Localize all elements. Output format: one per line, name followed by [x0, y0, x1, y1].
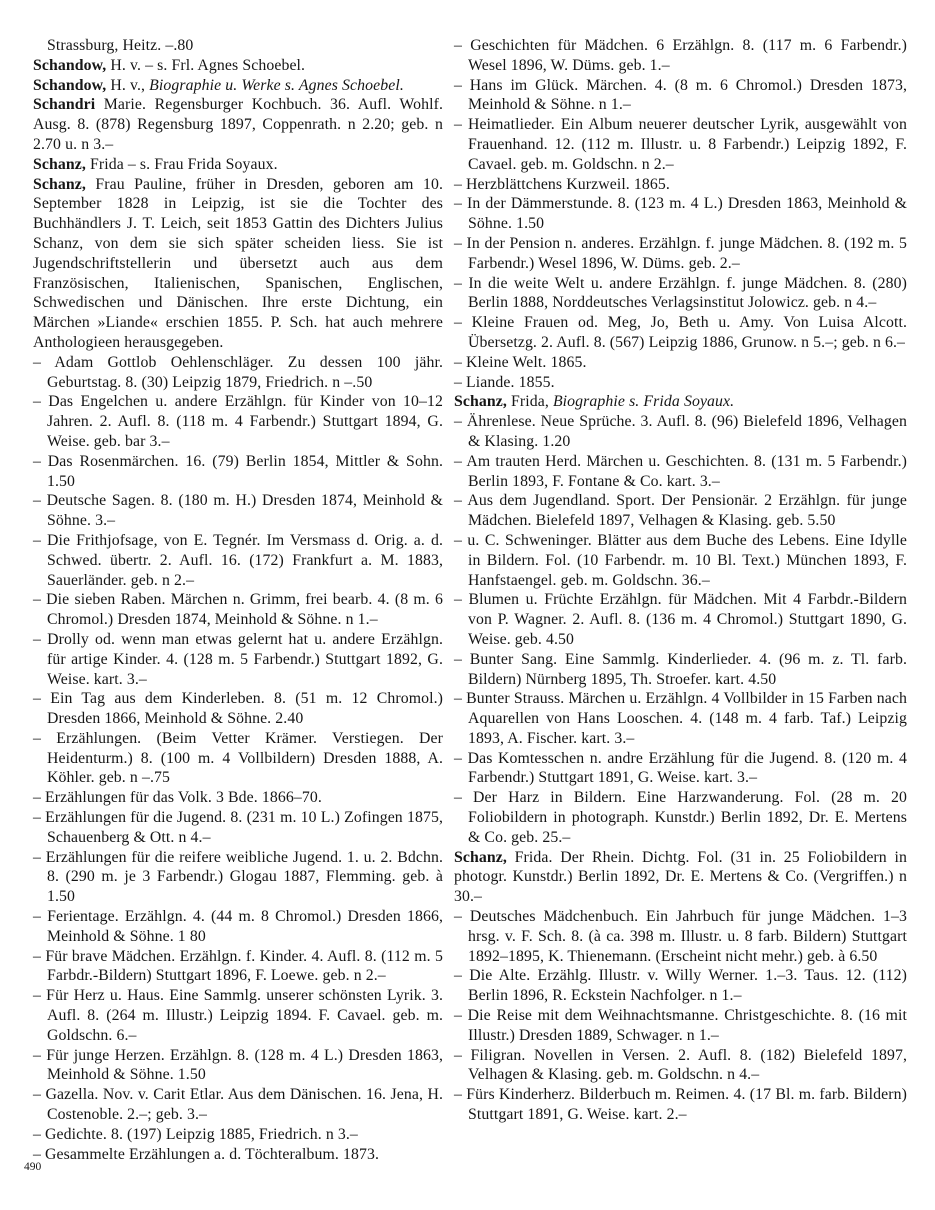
- entry-text: – Erzählungen für die Jugend. 8. (231 m. 10 L.) Zofingen 1875, Schauenberg & Ott. n 4.–: [33, 809, 443, 846]
- catalog-entry: [454, 353, 907, 373]
- catalog-entry: [454, 175, 907, 195]
- entry-text: Frida,: [506, 393, 553, 411]
- entry-text: – Blumen u. Früchte Erzählgn. für Mädchen. Mit 4 Farbdr.-Bildern von P. Wagner. 2. Aufl. 8. (136 m. 4 Chromol.) Stuttgart 1890, G. Weise. geb. 4.50: [454, 591, 907, 648]
- headword-text: Schanz,: [33, 155, 86, 173]
- catalog-entry: [454, 650, 907, 690]
- entry-text: – Der Harz in Bildern. Eine Harzwanderung. Fol. (28 m. 20 Foliobildern in photograph. Kunstdr.) Berlin 1892, Dr. E. Mertens & Co. geb. 25.–: [454, 789, 907, 846]
- catalog-entry: [33, 947, 443, 987]
- entry-text: – Liande. 1855.: [454, 373, 555, 391]
- catalog-headword-entry: [33, 155, 443, 175]
- headword-text: Schandri: [33, 96, 96, 114]
- entry-text: – Fürs Kinderherz. Bilderbuch m. Reimen. 4. (17 Bl. m. farb. Bildern) Stuttgart 1891, G. Weise. kart. 2.–: [454, 1086, 907, 1124]
- catalog-entry: [454, 749, 907, 789]
- entry-text: – Ein Tag aus dem Kinderleben. 8. (51 m. 12 Chromol.) Dresden 1866, Meinhold & Söhne. 2.40: [33, 690, 443, 728]
- left-column: [33, 36, 443, 1164]
- catalog-entry: [454, 76, 907, 116]
- entry-text: – Bunter Strauss. Märchen u. Erzählgn. 4 Vollbilder in 15 Farben nach Aquarellen von Hans Looschen. 4. (148 m. 4 farb. Taf.) Leipzig 1893, A. Fischer. kart. 3.–: [454, 690, 907, 747]
- headword-text: Schandow,: [33, 56, 107, 74]
- catalog-entry: [454, 234, 907, 274]
- catalog-headword-entry: [454, 848, 907, 907]
- catalog-entry: [33, 353, 443, 393]
- entry-text: – Kleine Frauen od. Meg, Jo, Beth u. Amy. Von Luisa Alcott. Übersetzg. 2. Aufl. 8. (567) Leipzig 1886, Grunow. n 5.–; geb. n 6.–: [454, 314, 907, 351]
- catalog-headword-entry: [454, 392, 907, 412]
- catalog-entry: [454, 274, 907, 314]
- entry-text: Frau Pauline, früher in Dresden, geboren am 10. September 1828 in Leipzig, ist sie die Tochter des Buchhändlers J. T. Leich, seit 1853 Gattin des Dichters Julius Schanz, von dem sie sich später scheiden liess. Sie ist Jugendschriftstellerin und übersetzt auch aus dem Französischen, Italienischen, Spanischen, Englischen, Schwedischen und Dänischen. Ihre erste Dichtung, ein Märchen »Liande« erschien 1855. P. Sch. hat auch mehrere Anthologieen herausgegeben.: [33, 175, 443, 351]
- entry-text: – Für junge Herzen. Erzählgn. 8. (128 m. 4 L.) Dresden 1863, Meinhold & Söhne. 1.50: [33, 1046, 443, 1084]
- catalog-entry: [33, 36, 443, 56]
- entry-text: – In der Pension n. anderes. Erzählgn. f. junge Mädchen. 8. (192 m. 5 Farbendr.) Wesel 1896, W. Düms. geb. 2.–: [454, 234, 907, 272]
- entry-text: – Erzählungen für das Volk. 3 Bde. 1866–70.: [33, 789, 322, 807]
- entry-text: – Geschichten für Mädchen. 6 Erzählgn. 8. (117 m. 6 Farbendr.) Wesel 1896, W. Düms. geb. 1.–: [454, 37, 907, 74]
- catalog-entry: [33, 531, 443, 590]
- catalog-entry: [454, 1085, 907, 1125]
- catalog-entry: [454, 1046, 907, 1086]
- entry-text: – Für Herz u. Haus. Eine Sammlg. unserer schönsten Lyrik. 3. Aufl. 8. (264 m. Illustr.) Leipzig 1894. F. Cavael. geb. m. Goldschn. 6.–: [33, 987, 443, 1044]
- entry-text: – Erzählungen für die reifere weibliche Jugend. 1. u. 2. Bdchn. 8. (290 m. je 3 Farbendr.) Glogau 1887, Flemming. geb. à 1.50: [33, 848, 443, 906]
- two-column-text-block: [33, 36, 907, 1164]
- catalog-entry: [33, 392, 443, 451]
- entry-text: – Die Reise mit dem Weihnachtsmanne. Christgeschichte. 8. (16 mit Illustr.) Dresden 1889, Schwager. n 1.–: [454, 1007, 907, 1044]
- page-number: 490: [24, 1161, 42, 1173]
- entry-text: – Das Rosenmärchen. 16. (79) Berlin 1854, Mittler & Sohn. 1.50: [33, 452, 443, 490]
- entry-text: – Für brave Mädchen. Erzählgn. f. Kinder. 4. Aufl. 8. (112 m. 5 Farbdr.-Bildern) Stuttgart 1896, F. Loewe. geb. n 2.–: [33, 947, 443, 985]
- entry-text: – Deutsche Sagen. 8. (180 m. H.) Dresden 1874, Meinhold & Söhne. 3.–: [33, 492, 443, 530]
- entry-text: – Bunter Sang. Eine Sammlg. Kinderlieder. 4. (96 m. z. Tl. farb. Bildern) Nürnberg 1895, Th. Stroefer. kart. 4.50: [454, 650, 907, 688]
- catalog-entry: [33, 729, 443, 788]
- catalog-entry: [454, 1006, 907, 1046]
- catalog-entry: [454, 313, 907, 353]
- catalog-entry: [33, 907, 443, 947]
- catalog-entry: [33, 788, 443, 808]
- entry-text: – u. C. Schweninger. Blätter aus dem Buche des Lebens. Eine Idylle in Bildern. Fol. (10 Farbendr. m. 10 Bl. Text.) München 1893, F. Hanfstaengel. geb. m. Goldschn. 36.–: [454, 531, 907, 589]
- entry-text: Frida – s. Frau Frida Soyaux.: [85, 155, 278, 173]
- entry-text: Frida. Der Rhein. Dichtg. Fol. (31 in. 25 Foliobildern in photogr. Kunstdr.) Berlin 1892, Dr. E. Mertens & Co. (Vergriffen.) n 30.–: [454, 848, 907, 906]
- catalog-entry: [33, 848, 443, 907]
- entry-text: – Heimatlieder. Ein Album neuerer deutscher Lyrik, ausgewählt von Frauenhand. 12. (112 m. Illustr. u. 8 Farbendr.) Leipzig 1892, F. Cavael. geb. m. Goldschn. n 2.–: [454, 116, 907, 173]
- catalog-headword-entry: [33, 175, 443, 353]
- entry-text: – Ährenlese. Neue Sprüche. 3. Aufl. 8. (96) Bielefeld 1896, Velhagen & Klasing. 1.20: [454, 413, 907, 450]
- headword-text: Schanz,: [454, 848, 507, 866]
- entry-text: – Ferientage. Erzählgn. 4. (44 m. 8 Chromol.) Dresden 1866, Meinhold & Söhne. 1 80: [33, 908, 443, 945]
- catalog-entry: [33, 808, 443, 848]
- catalog-entry: [454, 788, 907, 847]
- catalog-entry: [454, 491, 907, 531]
- entry-text: – In die weite Welt u. andere Erzählgn. f. junge Mädchen. 8. (280) Berlin 1888, Norddeutsches Verlagsinstitut Jolowicz. geb. n 4.–: [454, 274, 907, 312]
- entry-text: – Die Frithjofsage, von E. Tegnér. Im Versmass d. Orig. a. d. Schwed. übertr. 2. Aufl. 16. (172) Frankfurt a. M. 1883, Sauerländer. geb. n 2.–: [33, 531, 443, 589]
- entry-text: – Filigran. Novellen in Versen. 2. Aufl. 8. (182) Bielefeld 1897, Velhagen & Klasing. geb. m. Goldschn. n 4.–: [454, 1046, 907, 1084]
- entry-text: – Gesammelte Erzählungen a. d. Töchteralbum. 1873.: [33, 1145, 379, 1163]
- catalog-entry: [454, 689, 907, 748]
- entry-text: Marie. Regensburger Kochbuch. 36. Aufl. Wohlf. Ausg. 8. (878) Regensburg 1897, Coppenrath. n 2.20; geb. n 2.70 u. n 3.–: [33, 96, 443, 153]
- catalog-entry: [454, 115, 907, 174]
- catalog-entry: [454, 373, 907, 393]
- catalog-entry: [454, 452, 907, 492]
- catalog-entry: [33, 1145, 443, 1165]
- italic-reference-text: Biographie u. Werke s. Agnes Schoebel.: [149, 76, 404, 94]
- entry-text: – Deutsches Mädchenbuch. Ein Jahrbuch für junge Mädchen. 1–3 hrsg. v. F. Sch. 8. (à ca. 398 m. Illustr. u. 8 farb. Bildern) Stuttgart 1892–1895, K. Thienemann. (Erscheint nicht mehr.) geb. à 6.50: [454, 908, 907, 965]
- entry-text: – Kleine Welt. 1865.: [454, 353, 587, 371]
- entry-text: – Aus dem Jugendland. Sport. Der Pensionär. 2 Erzählgn. für junge Mädchen. Bielefeld 1897, Velhagen & Klasing. geb. 5.50: [454, 492, 907, 530]
- entry-text: – Drolly od. wenn man etwas gelernt hat u. andere Erzählgn. für artige Kinder. 4. (128 m. 5 Farbendr.) Stuttgart 1892, G. Weise. kart. 3.–: [33, 630, 443, 688]
- catalog-entry: [33, 1085, 443, 1125]
- entry-text: – Die sieben Raben. Märchen n. Grimm, frei bearb. 4. (8 m. 6 Chromol.) Dresden 1874, Meinhold & Söhne. n 1.–: [33, 591, 443, 629]
- entry-text: H. v.,: [106, 76, 150, 94]
- entry-text: – In der Dämmerstunde. 8. (123 m. 4 L.) Dresden 1863, Meinhold & Söhne. 1.50: [454, 195, 907, 233]
- catalog-entry: [454, 194, 907, 234]
- entry-text: – Gedichte. 8. (197) Leipzig 1885, Friedrich. n 3.–: [33, 1125, 358, 1143]
- headword-text: Schandow,: [33, 76, 107, 94]
- catalog-entry: [33, 590, 443, 630]
- entry-text: – Die Alte. Erzählg. Illustr. v. Willy Werner. 1.–3. Taus. 12. (112) Berlin 1896, R. Eckstein Nachfolger. n 1.–: [454, 967, 907, 1005]
- catalog-entry: [33, 452, 443, 492]
- catalog-entry: [454, 590, 907, 649]
- catalog-entry: [33, 1125, 443, 1145]
- catalog-entry: [454, 531, 907, 590]
- headword-text: Schanz,: [33, 175, 86, 193]
- headword-text: Schanz,: [454, 393, 507, 411]
- catalog-headword-entry: [33, 95, 443, 154]
- entry-text: – Gazella. Nov. v. Carit Etlar. Aus dem Dänischen. 16. Jena, H. Costenoble. 2.–; geb. 3.–: [33, 1086, 443, 1124]
- catalog-entry: [454, 412, 907, 452]
- entry-text: – Hans im Glück. Märchen. 4. (8 m. 6 Chromol.) Dresden 1873, Meinhold & Söhne. n 1.–: [454, 76, 907, 114]
- entry-text: – Erzählungen. (Beim Vetter Krämer. Verstiegen. Der Heidenturm.) 8. (100 m. 4 Vollbildern) Dresden 1888, A. Köhler. geb. n –.75: [33, 729, 443, 787]
- catalog-headword-entry: [33, 56, 443, 76]
- entry-text: – Das Engelchen u. andere Erzählgn. für Kinder von 10–12 Jahren. 2. Aufl. 8. (118 m. 4 Farbendr.) Stuttgart 1894, G. Weise. geb. bar 3.–: [33, 393, 443, 450]
- entry-text: – Herzblättchens Kurzweil. 1865.: [454, 175, 670, 193]
- catalog-entry: [33, 689, 443, 729]
- entry-text: Strassburg, Heitz. –.80: [47, 37, 194, 54]
- catalog-entry: [33, 986, 443, 1045]
- right-column: [454, 36, 907, 1125]
- entry-text: – Adam Gottlob Oehlenschläger. Zu dessen 100 jähr. Geburtstag. 8. (30) Leipzig 1879, Friedrich. n –.50: [33, 353, 443, 391]
- catalog-entry: [33, 491, 443, 531]
- catalog-headword-entry: [33, 76, 443, 96]
- catalog-entry: [33, 630, 443, 689]
- entry-text: H. v. – s. Frl. Agnes Schoebel.: [106, 56, 306, 74]
- catalog-entry: [33, 1046, 443, 1086]
- catalog-entry: [454, 36, 907, 76]
- catalog-entry: [454, 966, 907, 1006]
- entry-text: – Am trauten Herd. Märchen u. Geschichten. 8. (131 m. 5 Farbendr.) Berlin 1893, F. Fontane & Co. kart. 3.–: [454, 452, 907, 490]
- italic-reference-text: Biographie s. Frida Soyaux.: [552, 393, 735, 411]
- entry-text: – Das Komtesschen n. andre Erzählung für die Jugend. 8. (120 m. 4 Farbendr.) Stuttgart 1891, G. Weise. kart. 3.–: [454, 749, 907, 787]
- catalog-entry: [454, 907, 907, 966]
